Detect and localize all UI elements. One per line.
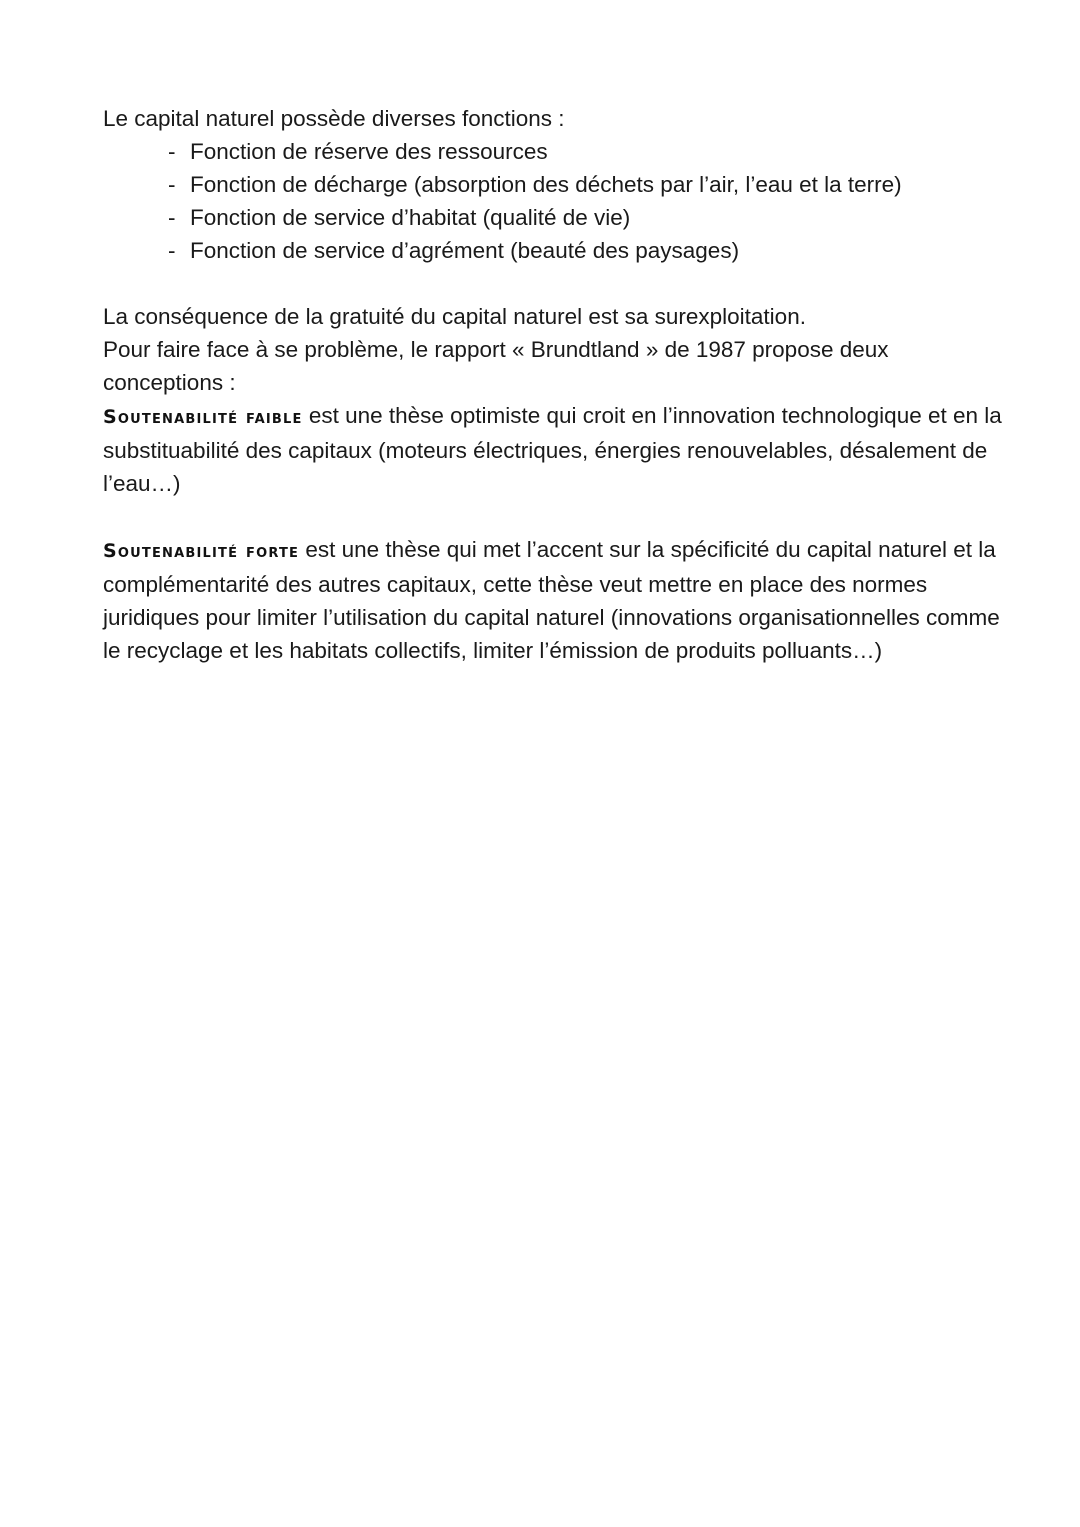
list-item [168,234,1003,267]
list-item [168,201,1003,234]
list-bullet: - [168,139,176,164]
list-item-text: Fonction de réserve des ressources [190,139,548,164]
consequence-paragraph: La conséquence de la gratuité du capital naturel est sa surexploitation. [103,304,806,329]
document-page [103,102,1003,667]
weak-sustainability-paragraph [103,399,1003,500]
weak-sustainability-text: est une thèse optimiste qui croit en l’innovation technologique et en la substituabilité des capitaux (moteurs électriques, énergies renouvelables, désalement de l’eau…) [103,403,1002,496]
spacer [103,500,1003,533]
list-bullet: - [168,238,176,263]
spacer [103,267,1003,300]
list-item-text: Fonction de service d’habitat (qualité de vie) [190,205,631,230]
list-bullet: - [168,205,176,230]
functions-list [103,135,1003,267]
intro-paragraph: Le capital naturel possède diverses fonctions : [103,106,565,131]
list-item-text: Fonction de service d’agrément (beauté des paysages) [190,238,740,263]
strong-sustainability-text: est une thèse qui met l’accent sur la spécificité du capital naturel et la complémentarité des autres capitaux, cette thèse veut mettre en place des normes juridiques pour limiter l’utilisation du capital naturel (innovations organisationnelles comme le recyclage et les habitats collectifs, limiter l’émission de produits polluants…) [103,537,1000,663]
list-item-text: Fonction de décharge (absorption des déchets par l’air, l’eau et la terre) [190,172,902,197]
list-item [168,168,1003,201]
strong-sustainability-term: Soutenabilité forte [103,540,300,562]
brundtland-paragraph: Pour faire face à se problème, le rapport « Brundtland » de 1987 propose deux conceptions : [103,337,889,395]
list-bullet: - [168,172,176,197]
weak-sustainability-term: Soutenabilité faible [103,406,303,428]
list-item [168,135,1003,168]
strong-sustainability-paragraph [103,533,1003,667]
